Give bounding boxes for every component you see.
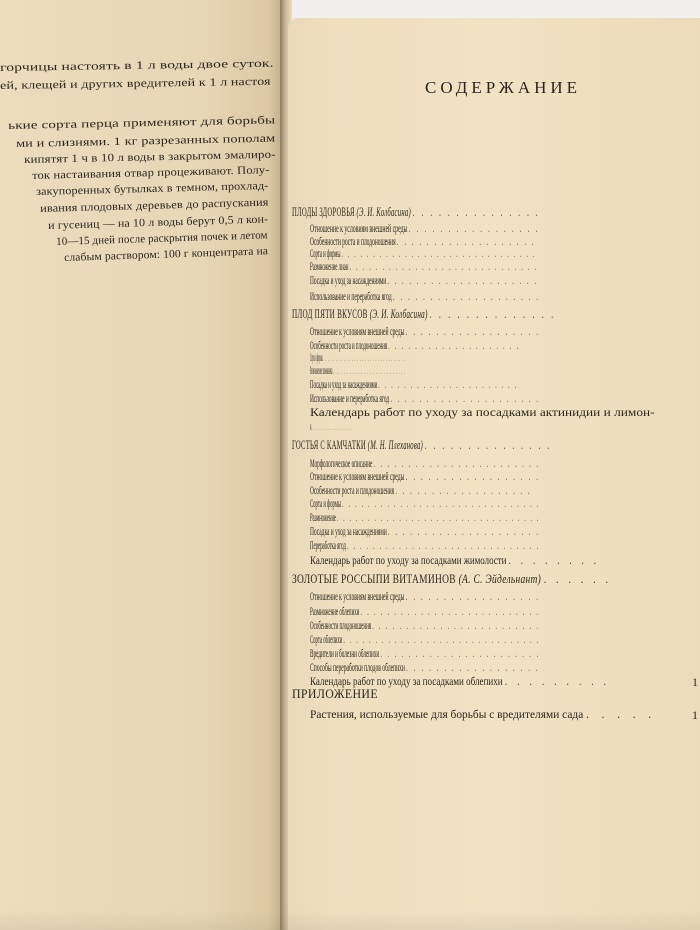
toc-leader-dots: . . . . . . . . . . . . . . . . . . . . . — [390, 392, 541, 405]
toc-entry-title: Особенности роста и плодоношения — [310, 484, 395, 497]
left-page-text-line: ей, клещей и других вредителей к 1 л настоя — [0, 75, 271, 92]
toc-entry — [310, 470, 540, 483]
toc-entry — [310, 511, 540, 524]
toc-page-number: 1 — [692, 675, 698, 689]
toc-leader-dots: . . . . . . . . . . . . . . — [429, 307, 556, 321]
toc-leader-dots: . . . . . . . . . . . . . . . . . . . . . — [387, 274, 539, 287]
left-page-text-line: и гусениц — на 10 л воды берут 0,5 л кон- — [48, 213, 269, 232]
left-page-text-line: закупоренных бутылках в темном, прохлад- — [36, 179, 269, 198]
toc-entry-title: Особенности плодоношения — [310, 619, 372, 632]
toc-leader-dots: . . . . . . . . . . . . . . . . . . . . — [393, 290, 541, 303]
toc-entry-title: Способы переработки плодов облепихи — [310, 661, 405, 674]
toc-entry — [310, 554, 600, 567]
toc-page-number: 1 — [692, 708, 698, 722]
toc-entry-title: Календарь работ по уходу за посадками жимолости — [310, 554, 507, 567]
toc-entry — [310, 633, 540, 646]
toc-entry-title: Сорта и формы — [310, 351, 323, 364]
toc-entry-author: (Э. И. Колбасина) — [356, 205, 411, 219]
toc-leader-dots: . . . . . . . . . . . . . . . . . . . . . . . . . . . . . . . . . . . . . . . . . . — [311, 420, 352, 433]
toc-entry — [310, 539, 540, 552]
toc-entry-title: ЗОЛОТЫЕ РОССЫПИ ВИТАМИНОВ — [292, 572, 456, 586]
toc-leader-dots: . . . . . . . . . . . . . . . . . . . . . . . . . . . . . . . . . — [337, 511, 540, 524]
left-page-text-line: 10—15 дней после раскрытия почек и летом — [56, 229, 268, 248]
toc-leader-dots: . . . . . . . . . . . . . . . . . . — [405, 590, 541, 603]
toc-leader-dots: . . . . . . . . — [508, 554, 600, 567]
toc-entry-title: ПРИЛОЖЕНИЕ — [292, 687, 378, 701]
toc-entry — [310, 406, 655, 419]
left-page-text-line: горчицы настоять в 1 л воды двое суток. — [0, 57, 274, 74]
left-page-text-line: кипятят 1 ч в 10 л воды в закрытом эмалиро- — [24, 148, 276, 166]
toc-entry-title: ника — [310, 420, 312, 433]
toc-entry — [310, 222, 540, 235]
toc-leader-dots: . . . . . . . . . . . . . . . . . . . . . . . . . . . . . — [349, 260, 538, 273]
toc-title: СОДЕРЖАНИЕ — [425, 78, 582, 97]
left-page-text-line: слабым раствором: 100 г концентрата на — [64, 245, 269, 264]
toc-entry — [310, 619, 540, 632]
toc-leader-dots: . . . . . . . . . . . . . . . . . . . . . . . . . . . . . . . — [342, 497, 541, 510]
toc-entry — [310, 351, 406, 364]
toc-entry-title: Отношение к условиям внешней среды — [310, 470, 405, 483]
toc-entry — [310, 260, 538, 273]
toc-entry-title: Размножение лиан — [310, 260, 349, 273]
left-page — [0, 0, 286, 930]
toc-entry — [310, 590, 540, 603]
toc-entry-title: ПЛОД ПЯТИ ВКУСОВ — [292, 307, 368, 321]
toc-entry — [310, 525, 540, 538]
toc-entry-title: Посадка и уход за насаждениями — [310, 525, 387, 538]
toc-leader-dots: . . . . . . . . . . . . . . . . . . . . . . — [378, 378, 519, 391]
toc-entry-title: Вредители и болезни облепихи — [310, 647, 380, 660]
toc-section-heading — [292, 573, 612, 586]
toc-entry-title: Особенности роста и плодоношения — [310, 235, 396, 248]
toc-entry-title: Сорта и формы — [310, 247, 341, 260]
left-page-text-line: ток настаивания отвар процеживают. Полу- — [32, 164, 270, 182]
toc-leader-dots: . . . . . . — [543, 572, 612, 586]
toc-entry — [310, 647, 540, 660]
toc-leader-dots: . . . . . . . . . — [504, 675, 610, 688]
toc-entry-title: Использование и переработка ягод — [310, 392, 390, 405]
toc-leader-dots: . . . . . . . . . . . . . . . — [412, 205, 541, 219]
toc-leader-dots: . . . . . . . . . . . . . . . . . . . . . . . — [380, 647, 541, 660]
toc-entry-title: ГОСТЬЯ С КАМЧАТКИ — [292, 438, 366, 452]
toc-leader-dots: . . . . . . . . . . . . . . . . . . . . . . . . — [373, 457, 541, 470]
toc-section-heading — [292, 439, 552, 452]
toc-entry-title: Использование и переработка ягод — [310, 290, 392, 303]
toc-leader-dots: . . . . . . . . . . . . . . . . . . . . . . . . . . — [332, 364, 406, 377]
toc-leader-dots: . . . . . . . . . . . . . . . . . . . — [397, 235, 536, 248]
toc-entry-title: Календарь работ по уходу за посадками облепихи — [310, 675, 503, 688]
toc-entry — [310, 274, 538, 287]
toc-leader-dots: . . . . . . . . . . . . . . . . . . . . . . . . . — [372, 619, 540, 632]
toc-leader-dots: . . . . . . . . . . . . . . . . . . . . — [388, 339, 521, 352]
toc-entry-title: Посадка и уход за насаждениями — [310, 274, 387, 287]
toc-entry-title: Размножение лимонника — [310, 364, 333, 377]
left-page-text-line: ми и слизнями. 1 кг разрезанных пополам — [16, 132, 276, 150]
toc-entry-title: Сорта облепихи — [310, 633, 343, 646]
toc-entry-title: Переработка ягод — [310, 539, 346, 552]
left-page-text-line: ькие сорта перца применяют для борьбы — [8, 114, 276, 132]
toc-entry — [310, 457, 540, 470]
toc-entry — [310, 661, 540, 674]
toc-entry — [310, 708, 656, 721]
toc-entry-title: Посадка и уход за насаждениями — [310, 378, 378, 391]
toc-entry-title: Размножение — [310, 511, 336, 524]
toc-leader-dots: . . . . . — [586, 708, 657, 721]
toc-entry-title: Отношение к условиям внешней среды — [310, 590, 405, 603]
toc-entry — [310, 497, 540, 510]
toc-entry — [310, 364, 406, 377]
toc-leader-dots: . . . . . . . . . . . . . . . . . . . . . . . . . . . . . . . — [343, 633, 540, 646]
toc-entry — [310, 420, 352, 433]
toc-entry-title: Отношение к условиям внешней среды — [310, 325, 405, 338]
page-shadow — [0, 910, 700, 930]
toc-leader-dots: . . . . . . . . . . . . . . . . . . . — [395, 484, 532, 497]
toc-entry-title: Размножение облепихи — [310, 605, 360, 618]
toc-entry-title: Растения, используемые для борьбы с вредителями сада — [310, 708, 584, 721]
toc-entry-author: (М. Н. Плеханова) — [367, 438, 423, 452]
toc-entry-title: Отношение к условиям внешней среды — [310, 222, 408, 235]
toc-section-heading — [292, 688, 378, 701]
toc-entry — [310, 378, 518, 391]
toc-leader-dots: . . . . . . . . . . . . . . . — [424, 438, 552, 452]
toc-entry — [310, 392, 540, 405]
toc-entry-author: (А. С. Эйдельнант) — [458, 572, 542, 586]
toc-entry-title: Сорта и формы — [310, 497, 342, 510]
toc-leader-dots: . . . . . . . . . . . . . . . . . . . . . . . . . . . — [360, 605, 540, 618]
toc-entry — [310, 290, 540, 303]
toc-section-heading — [292, 308, 556, 321]
toc-leader-dots: . . . . . . . . . . . . . . . . . . — [405, 470, 541, 483]
toc-entry — [310, 484, 532, 497]
toc-entry-title: Морфологическое описание — [310, 457, 373, 470]
toc-leader-dots: . . . . . . . . . . . . . . . . . . . . . . . . . . . . . . . . — [323, 351, 407, 364]
toc-entry — [310, 605, 540, 618]
toc-entry-title: Особенности роста и плодоношения — [310, 339, 388, 352]
toc-leader-dots: . . . . . . . . . . . . . . . . . . . . . — [388, 525, 541, 538]
toc-entry — [310, 325, 540, 338]
left-page-text-line: ивания плодовых деревьев до распускания — [40, 196, 269, 215]
toc-leader-dots: . . . . . . . . . . . . . . . . . — [408, 222, 540, 235]
toc-leader-dots: . . . . . . . . . . . . . . . . . . . . . . . . . . . . . . — [347, 539, 540, 552]
toc-leader-dots: . . . . . . . . . . . . . . . . . . . . . . . . . . . . . . . — [341, 247, 537, 260]
toc-entry-title: Календарь работ по уходу за посадками актинидии и лимон- — [310, 406, 655, 419]
toc-entry-title: ПЛОДЫ ЗДОРОВЬЯ — [292, 205, 355, 219]
toc-entry — [310, 247, 536, 260]
toc-leader-dots: . . . . . . . . . . . . . . . . . . — [406, 661, 540, 674]
toc-section-heading — [292, 206, 540, 219]
toc-leader-dots: . . . . . . . . . . . . . . . . . . — [405, 325, 541, 338]
toc-entry-author: (Э. И. Колбасина) — [369, 307, 428, 321]
